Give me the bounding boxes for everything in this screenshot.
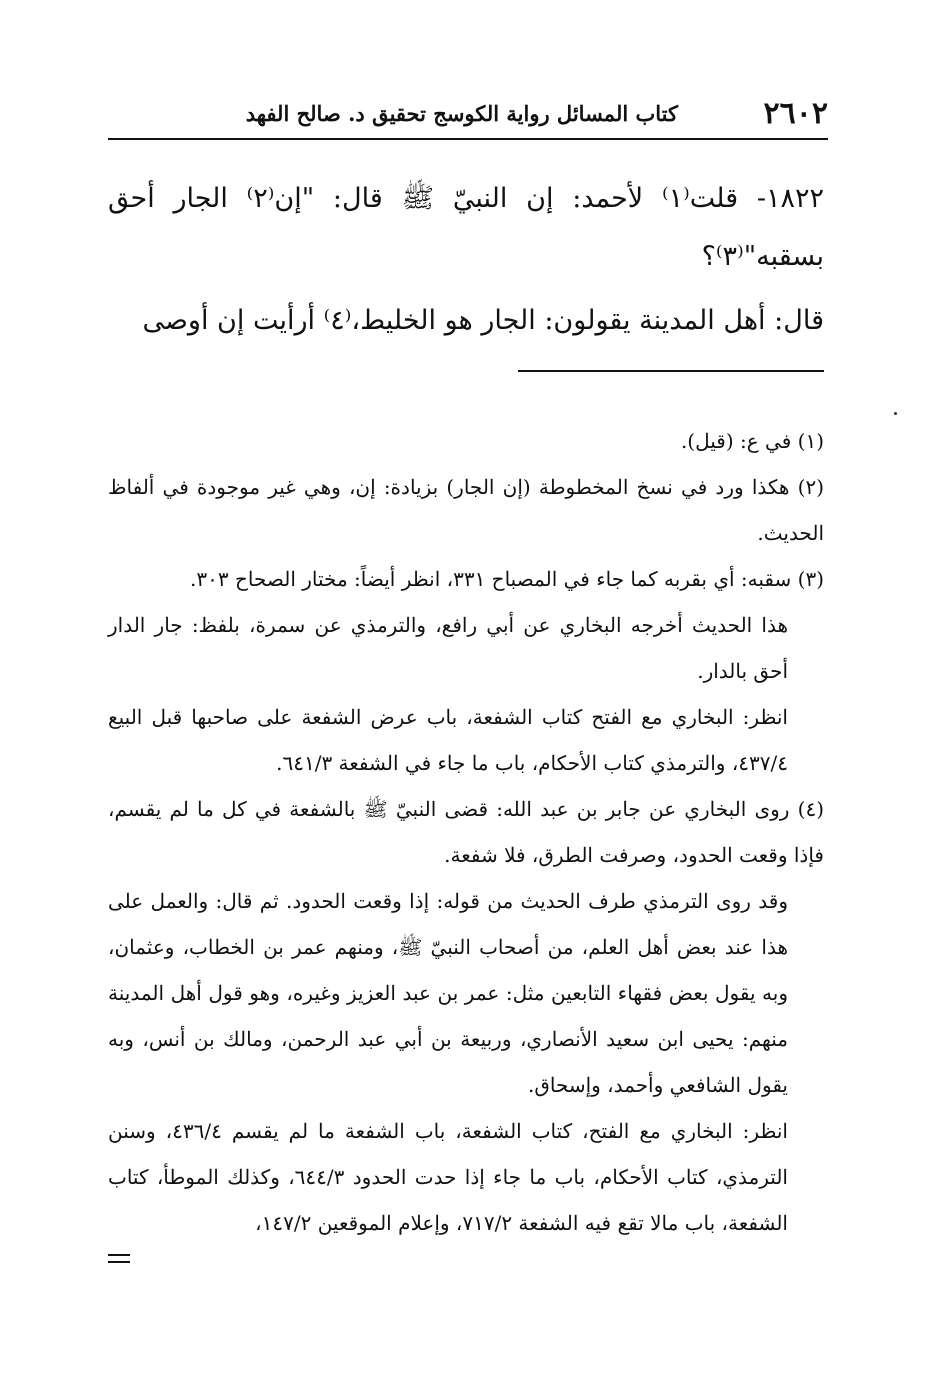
- main-text: [108, 170, 824, 350]
- footnote-2: (٢) هكذا ورد في نسخ المخطوطة (إن الجار) بزيادة: إن، وهي غير موجودة في ألفاظ الحديث.: [108, 475, 824, 545]
- page-number: ٢٦٠٢: [763, 96, 828, 131]
- footnote-3-references: انظر: البخاري مع الفتح كتاب الشفعة، باب عرض الشفعة على صاحبها قبل البيع ٤٣٧/٤، والترمذي كتاب الأحكام، باب ما جاء في الشفعة ٦٤١/٣.: [108, 705, 788, 775]
- footnote-4-tirmidhi: وقد روى الترمذي طرف الحديث من قوله: إذا وقعت الحدود. ثم قال: والعمل على هذا عند بعض أهل العلم، من أصحاب النبيّ ﷺ، ومنهم عمر بن الخطاب، وعثمان، وبه يقول بعض فقهاء التابعين مثل: عمر بن عبد العزيز وغيره، وهو قول أهل المدينة منهم: يحيى ابن سعيد الأنصاري، وربيعة بن أبي عبد الرحمن، ومالك بن أنس، وبه يقول الشافعي وأحمد، وإسحاق.: [108, 889, 788, 1097]
- scan-speck: [894, 412, 897, 415]
- footnote-4: (٤) روى البخاري عن جابر بن عبد الله: قضى النبيّ ﷺ بالشفعة في كل ما لم يقسم، فإذا وقعت الحدود، وصرفت الطرق، فلا شفعة.: [108, 797, 824, 867]
- running-title: كتاب المسائل رواية الكوسج تحقيق د. صالح الفهد: [245, 101, 678, 126]
- running-header: [108, 94, 828, 134]
- footnote-1: (١) في ع: (قيل).: [680, 429, 824, 453]
- answer-paragraph: قال: أهل المدينة يقولون: الجار هو الخليط،⁽٤⁾ أرأيت إن أوصى: [142, 305, 824, 336]
- footnote-3: (٣) سقبه: أي بقربه كما جاء في المصباح ٣٣١، انظر أيضاً: مختار الصحاح ٣٠٣.: [190, 567, 824, 591]
- footnote-3-hadith: هذا الحديث أخرجه البخاري عن أبي رافع، والترمذي عن سمرة، بلفظ: جار الدار أحق بالدار.: [108, 613, 788, 683]
- header-rule: [108, 138, 828, 140]
- continuation-mark: [108, 1254, 130, 1268]
- footnotes: [108, 418, 824, 1246]
- question-paragraph: ١٨٢٢- قلت⁽١⁾ لأحمد: إن النبيّ ﷺ قال: "إن⁽٢⁾ الجار أحق بسقبه"⁽٣⁾؟: [108, 183, 824, 272]
- footnote-separator: [518, 370, 824, 372]
- footnote-4-references: انظر: البخاري مع الفتح، كتاب الشفعة، باب الشفعة ما لم يقسم ٤٣٦/٤، وسنن الترمذي، كتاب الأحكام، باب ما جاء إذا حدت الحدود ٦٤٤/٣، وكذلك الموطأ، كتاب الشفعة، باب مالا تقع فيه الشفعة ٧١٧/٢، وإعلام الموقعين ١٤٧/٢،: [108, 1119, 788, 1235]
